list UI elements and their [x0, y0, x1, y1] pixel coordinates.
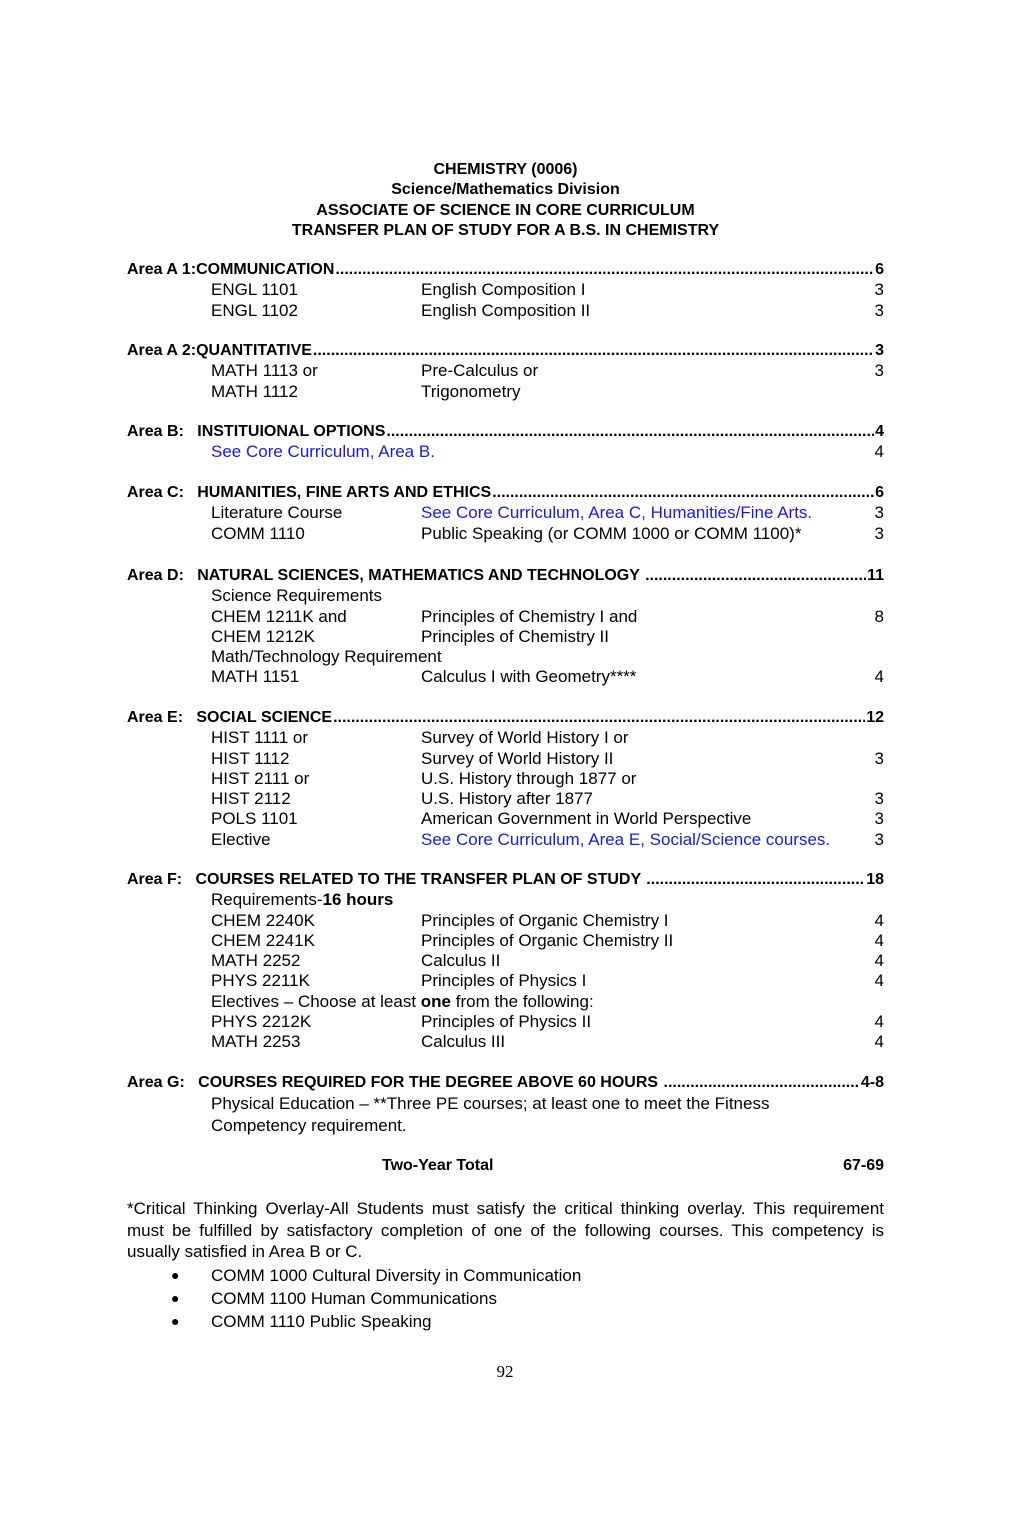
course-code: CHEM 2241K [211, 930, 315, 950]
course-bullet-list [127, 1264, 884, 1333]
leader-dots [645, 566, 866, 586]
course-code: PHYS 2211K [211, 971, 310, 991]
course-code: COMM 1110 [211, 523, 305, 543]
course-code: CHEM 1212K [211, 626, 315, 646]
area-e-section [127, 708, 884, 850]
course-code: CHEM 1211K and [211, 606, 347, 626]
area-e-heading [127, 708, 884, 728]
leader-dots [386, 422, 874, 442]
course-row [127, 627, 884, 647]
course-code: HIST 1112 [211, 748, 290, 768]
course-credits: 4 [874, 930, 884, 950]
course-row [127, 503, 884, 523]
course-credits: 3 [874, 789, 884, 809]
area-d-section [127, 566, 884, 688]
course-row [127, 809, 884, 829]
course-row [127, 667, 884, 687]
electives-label [211, 992, 594, 1012]
critical-thinking-note: *Critical Thinking Overlay-All Students must satisfy the critical thinking overlay. This requirement must be fulfilled by satisfactory completion of one of the following courses. This competency is usually satisfied in Area B or C. [127, 1199, 884, 1261]
requirements-label [211, 890, 393, 910]
area-name: COURSES RELATED TO THE TRANSFER PLAN OF STUDY [195, 871, 646, 888]
course-title: Principles of Physics II [421, 1012, 592, 1032]
course-code: MATH 1151 [211, 667, 300, 687]
course-title: Pre-Calculus or [421, 361, 539, 381]
course-row [127, 1032, 884, 1052]
science-requirements-label: Science Requirements [211, 586, 383, 606]
course-row [127, 911, 884, 931]
course-row [127, 382, 884, 402]
core-curriculum-link[interactable]: See Core Curriculum, Area C, Humanities/Fine Arts. [421, 503, 813, 523]
course-credits: 8 [874, 606, 884, 626]
course-title: Public Speaking (or COMM 1000 or COMM 1100)* [421, 523, 802, 543]
course-code: MATH 2252 [211, 951, 301, 971]
area-b-heading [127, 422, 884, 442]
plan-title: TRANSFER PLAN OF STUDY FOR A B.S. IN CHEMISTRY [291, 221, 720, 239]
course-title: Principles of Organic Chemistry I [421, 910, 669, 930]
requirements-hours: 16 hours [322, 890, 394, 910]
course-row [127, 1012, 884, 1032]
course-row [127, 524, 884, 544]
area-hours: 6 [875, 484, 884, 501]
area-name: SOCIAL SCIENCE [196, 709, 333, 726]
area-code: Area E: [127, 709, 197, 726]
area-f-section [127, 870, 884, 1053]
area-code: Area A 1: [127, 261, 197, 278]
course-title: Survey of World History I or [421, 728, 629, 748]
course-title: Principles of Physics I [421, 971, 587, 991]
course-credits: 3 [874, 523, 884, 543]
course-credits: 3 [874, 361, 884, 381]
subheading-row [127, 890, 884, 910]
area-d-heading [127, 566, 884, 586]
course-title: Survey of World History II [421, 748, 614, 768]
course-code: POLS 1101 [211, 809, 298, 829]
area-a2-section [127, 341, 884, 402]
course-row [127, 971, 884, 991]
course-row [127, 280, 884, 300]
total-label: Two-Year Total [382, 1157, 494, 1174]
area-hours: 18 [866, 871, 884, 888]
list-item-text: COMM 1100 Human Communications [211, 1289, 497, 1308]
page-number: 92 [496, 1362, 514, 1381]
course-credits: 4 [874, 910, 884, 930]
course-code: Elective [211, 829, 271, 849]
degree-title: ASSOCIATE OF SCIENCE IN CORE CURRICULUM [316, 201, 695, 219]
area-f-heading [127, 870, 884, 890]
course-row [127, 301, 884, 321]
course-title: Calculus I with Geometry**** [421, 667, 637, 687]
course-row [127, 769, 884, 789]
requirements-text: Requirements- [211, 890, 323, 910]
electives-emphasis: one [420, 991, 452, 1011]
leader-dots [646, 870, 865, 890]
course-row [127, 931, 884, 951]
leader-dots [313, 341, 874, 361]
area-hours: 3 [875, 342, 884, 359]
course-title: U.S. History through 1877 or [421, 768, 637, 788]
total-value: 67-69 [843, 1157, 884, 1174]
course-row [127, 361, 884, 381]
list-item-text: COMM 1110 Public Speaking [211, 1312, 432, 1331]
course-title: Principles of Organic Chemistry II [421, 930, 674, 950]
area-g-section [127, 1073, 884, 1136]
course-code: Literature Course [211, 503, 343, 523]
course-credits: 3 [874, 809, 884, 829]
course-row [127, 789, 884, 809]
area-name: QUANTITATIVE [196, 342, 312, 359]
bullet-icon: ● [171, 1290, 180, 1306]
course-title: U.S. History after 1877 [421, 789, 593, 809]
bullet-icon: ● [171, 1313, 180, 1329]
course-code: MATH 1112 [211, 381, 298, 401]
course-credits: 4 [874, 951, 884, 971]
subheading-row [127, 647, 884, 667]
area-c-heading [127, 483, 884, 503]
course-title: Trigonometry [421, 381, 521, 401]
area-hours: 4-8 [860, 1074, 884, 1091]
course-title: Principles of Chemistry II [421, 626, 609, 646]
area-c-section [127, 483, 884, 544]
program-title: CHEMISTRY (0006) [433, 161, 578, 178]
area-code: Area D: [127, 567, 198, 584]
course-row [127, 830, 884, 850]
leader-dots [492, 483, 874, 503]
leader-dots [664, 1073, 860, 1093]
course-code: HIST 1111 or [211, 728, 309, 748]
area-code: Area G: [127, 1074, 199, 1091]
area-hours: 6 [875, 261, 884, 278]
course-credits: 4 [874, 1032, 884, 1052]
area-hours: 11 [867, 567, 884, 584]
area-name: COMMUNICATION [196, 261, 335, 278]
course-title: Calculus II [421, 951, 501, 971]
area-g-heading [127, 1073, 884, 1093]
course-credits: 3 [874, 503, 884, 523]
course-credits: 3 [874, 829, 884, 849]
area-hours: 4 [875, 423, 884, 440]
area-a2-heading [127, 341, 884, 361]
course-credits: 4 [874, 667, 884, 687]
course-title: Principles of Chemistry I and [421, 606, 638, 626]
course-code: MATH 1113 or [211, 361, 318, 381]
course-title: English Composition II [421, 300, 591, 320]
electives-text: from the following: [451, 991, 594, 1011]
course-code: CHEM 2240K [211, 910, 315, 930]
bullet-icon: ● [171, 1267, 180, 1283]
area-a1-section [127, 260, 884, 321]
course-code: ENGL 1101 [211, 280, 298, 300]
physical-education-note: Physical Education – **Three PE courses; at least one to meet the Fitness Competency requirement. [211, 1094, 770, 1135]
course-row [127, 442, 884, 462]
area-code: Area A 2: [127, 342, 197, 359]
area-code: Area C: [127, 484, 198, 501]
list-item-text: COMM 1000 Cultural Diversity in Communication [211, 1266, 582, 1285]
course-code: HIST 2111 or [211, 768, 310, 788]
course-row [127, 607, 884, 627]
course-row [127, 951, 884, 971]
electives-text: Electives – Choose at least [211, 991, 421, 1011]
list-item [127, 1264, 884, 1287]
course-code: ENGL 1102 [211, 300, 298, 320]
two-year-total [127, 1157, 884, 1178]
leader-dots [335, 260, 874, 280]
list-item [127, 1310, 884, 1333]
area-name: COURSES REQUIRED FOR THE DEGREE ABOVE 60 HOURS [198, 1074, 663, 1091]
course-code: HIST 2112 [211, 789, 291, 809]
document-title [127, 160, 884, 241]
course-credits: 3 [874, 748, 884, 768]
course-row [127, 728, 884, 748]
course-title: English Composition I [421, 280, 586, 300]
course-credits: 4 [874, 1012, 884, 1032]
subheading-row [127, 992, 884, 1012]
course-title: Calculus III [421, 1032, 506, 1052]
area-code: Area F: [127, 871, 196, 888]
course-title: American Government in World Perspective [421, 809, 752, 829]
area-hours: 12 [866, 709, 884, 726]
division-title: Science/Mathematics Division [391, 181, 620, 199]
math-requirement-label: Math/Technology Requirement [211, 647, 442, 667]
course-row [127, 749, 884, 769]
area-a1-heading [127, 260, 884, 280]
list-item [127, 1287, 884, 1310]
course-credits: 3 [874, 300, 884, 320]
course-credits: 3 [874, 280, 884, 300]
area-code: Area B: [127, 423, 198, 440]
subheading-row [127, 586, 884, 606]
area-name: INSTITUIONAL OPTIONS [197, 423, 386, 440]
course-code: PHYS 2212K [211, 1012, 312, 1032]
course-code: MATH 2253 [211, 1032, 301, 1052]
leader-dots [333, 708, 865, 728]
course-credits: 4 [874, 971, 884, 991]
area-name: HUMANITIES, FINE ARTS AND ETHICS [197, 484, 492, 501]
area-name: NATURAL SCIENCES, MATHEMATICS AND TECHNOLOGY [197, 567, 645, 584]
area-b-section [127, 422, 884, 463]
course-credits: 4 [874, 442, 884, 462]
core-curriculum-link[interactable]: See Core Curriculum, Area E, Social/Science courses. [421, 829, 831, 849]
core-curriculum-link[interactable]: See Core Curriculum, Area B. [211, 442, 435, 462]
